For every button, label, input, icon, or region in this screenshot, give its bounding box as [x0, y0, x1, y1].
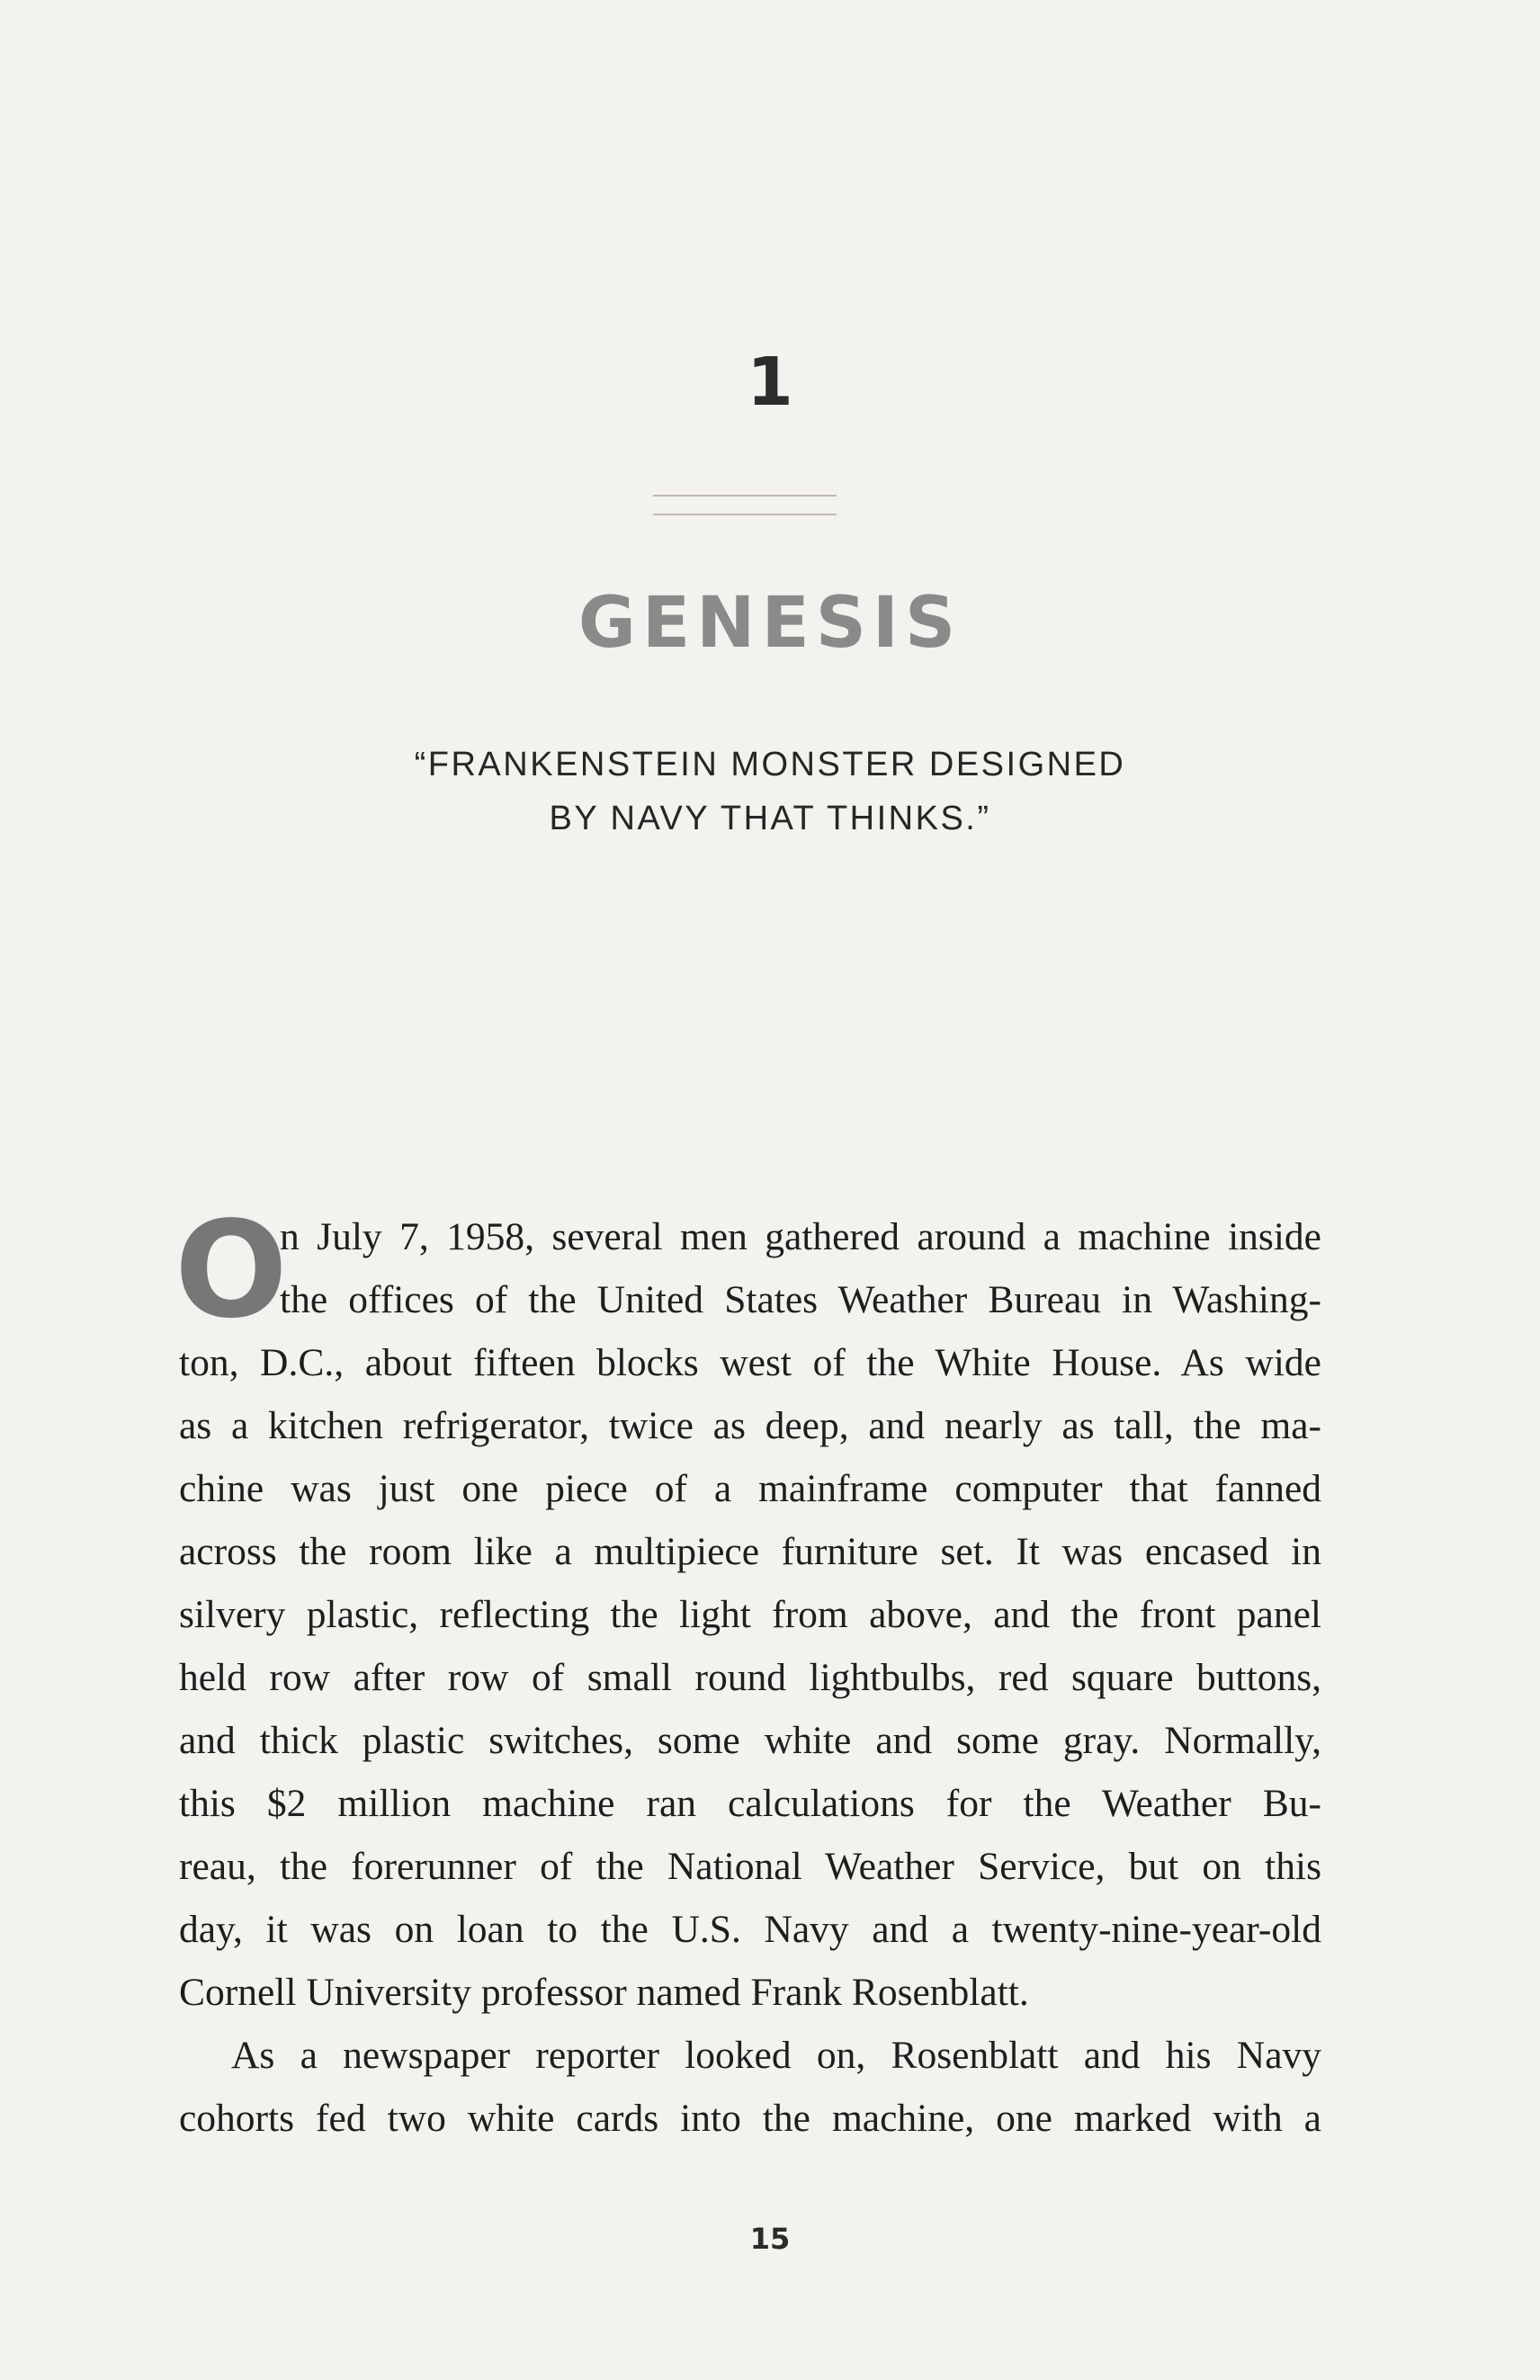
epigraph-line: “FRANKENSTEIN MONSTER DESIGNED [414, 746, 1126, 783]
paragraph-1-line: held row after row of small round lightbulbs, red square buttons, [179, 1656, 1321, 1699]
paragraph-1-line: reau, the forerunner of the National Weather Service, but on this [179, 1845, 1321, 1888]
paragraph-1-line: n July 7, 1958, several men gathered around a machine inside [280, 1215, 1321, 1258]
paragraph-1-line: as a kitchen refrigerator, twice as deep, and nearly as tall, the ma- [179, 1404, 1321, 1447]
epigraph-line: BY NAVY THAT THINKS.” [549, 800, 991, 837]
chapter-rule-top [653, 495, 837, 497]
paragraph-2-line: As a newspaper reporter looked on, Rosenblatt and his Navy [231, 2034, 1321, 2077]
paragraph-1-line: day, it was on loan to the U.S. Navy and a twenty-nine-year-old [179, 1908, 1321, 1951]
drop-cap: O [175, 1193, 288, 1347]
page-number: 15 [749, 2222, 791, 2256]
chapter-number: 1 [747, 344, 793, 421]
paragraph-1-line: the offices of the United States Weather Bureau in Washing- [280, 1278, 1321, 1321]
paragraph-1-line: silvery plastic, reflecting the light from above, and the front panel [179, 1593, 1321, 1636]
chapter-rule-bottom [653, 514, 837, 515]
chapter-epigraph [0, 738, 1540, 846]
body-text [179, 1205, 1321, 2150]
paragraph-1-line: across the room like a multipiece furniture set. It was encased in [179, 1530, 1321, 1573]
paragraph-1-line: and thick plastic switches, some white and some gray. Normally, [179, 1719, 1321, 1762]
paragraph-1-line: Cornell University professor named Frank Rosenblatt. [179, 1971, 1029, 2014]
paragraph-1-line: this $2 million machine ran calculations for the Weather Bu- [179, 1782, 1321, 1825]
paragraph-1-line: chine was just one piece of a mainframe computer that fanned [179, 1467, 1321, 1510]
chapter-title: GENESIS [578, 583, 962, 664]
paragraph-1-line: ton, D.C., about fifteen blocks west of the White House. As wide [179, 1341, 1321, 1384]
paragraph-2-line: cohorts fed two white cards into the machine, one marked with a [179, 2097, 1321, 2140]
